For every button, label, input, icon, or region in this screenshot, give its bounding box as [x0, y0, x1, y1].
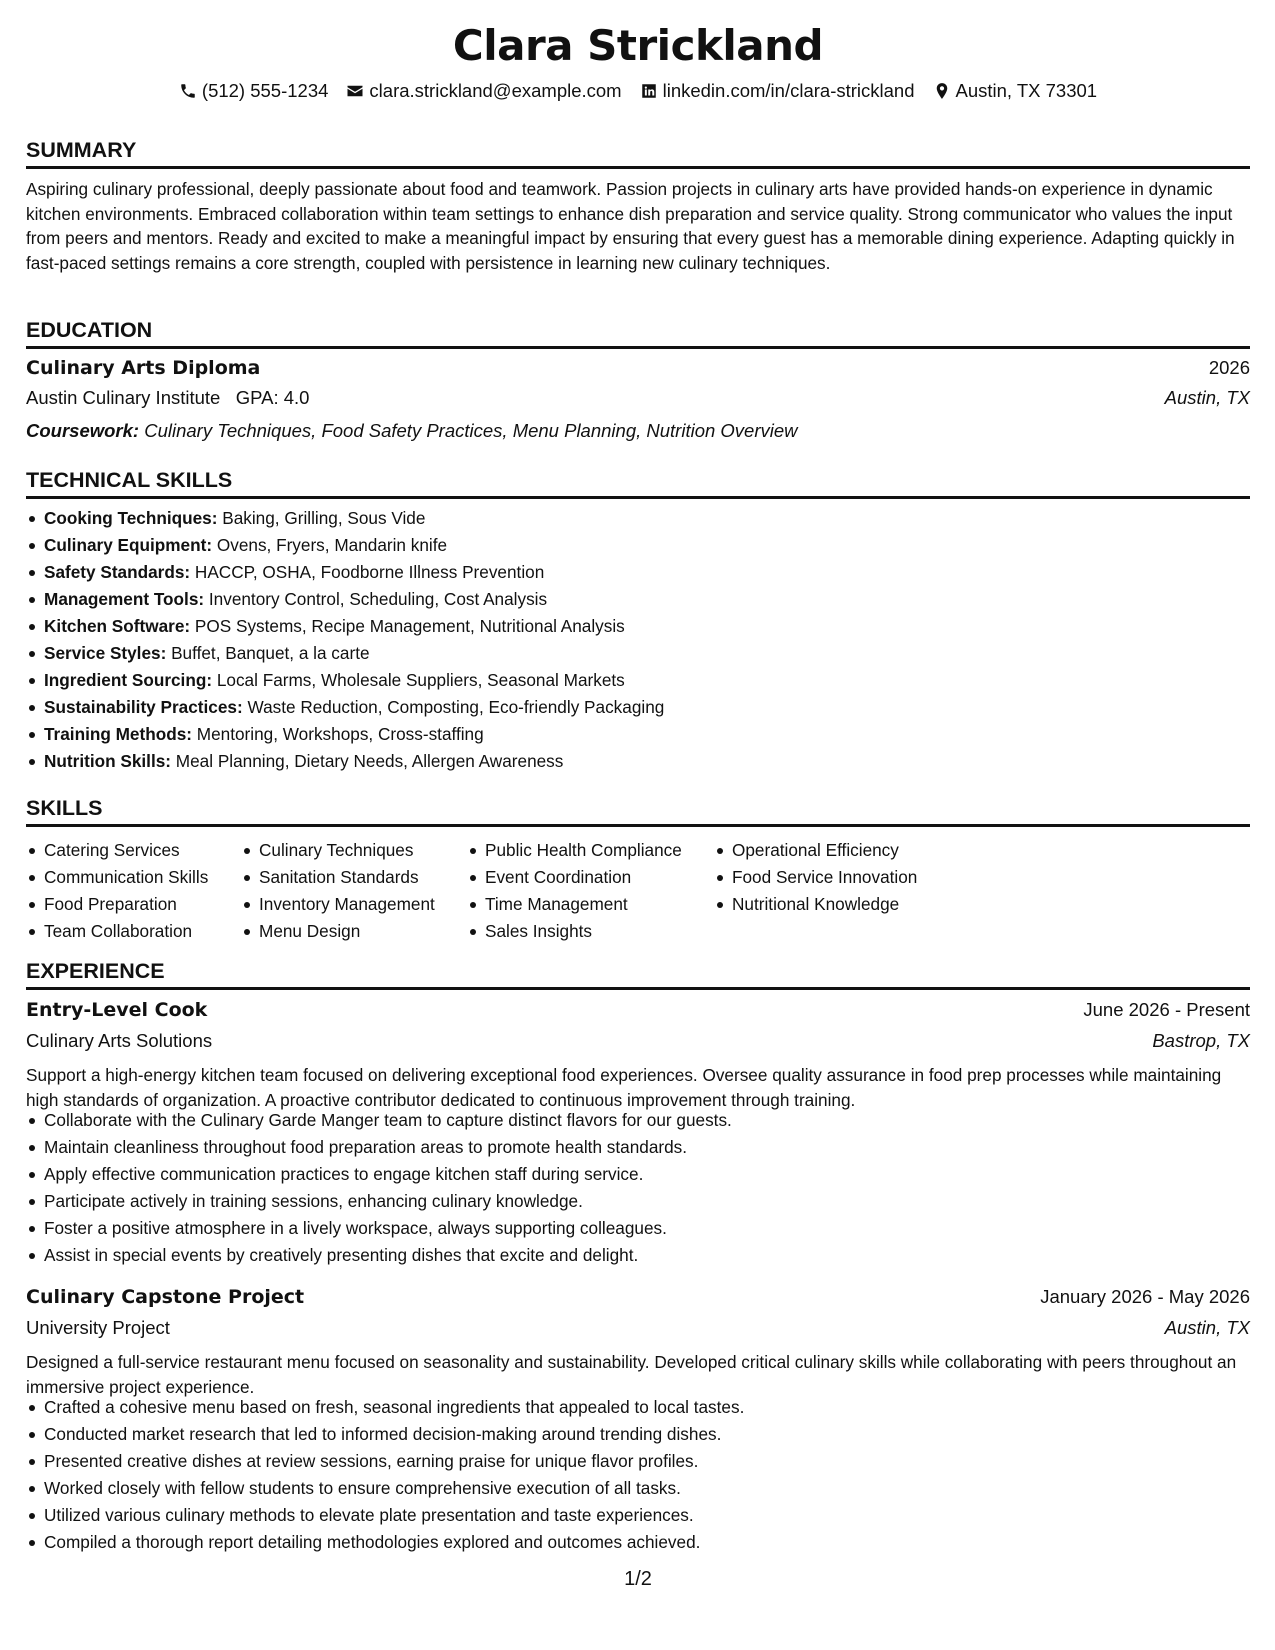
section-title-summary: SUMMARY — [26, 138, 137, 162]
technical-skill-label: Service Styles: — [44, 643, 167, 663]
job-bullet-item: Foster a positive atmosphere in a lively workspace, always supporting colleagues. — [44, 1215, 732, 1242]
technical-skill-item — [44, 694, 664, 721]
technical-skill-value: Baking, Grilling, Sous Vide — [222, 508, 426, 528]
technical-skill-value: HACCP, OSHA, Foodborne Illness Prevention — [194, 562, 545, 582]
skill-item: Catering Services — [44, 837, 208, 864]
skill-item: Event Coordination — [485, 864, 682, 891]
job-bullet-item: Presented creative dishes at review sessions, earning praise for unique flavor profiles. — [44, 1448, 744, 1475]
gpa: GPA: 4.0 — [235, 387, 310, 408]
contact-linkedin[interactable] — [640, 79, 915, 103]
technical-skill-label: Culinary Equipment: — [44, 535, 213, 555]
job-bullet-item: Collaborate with the Culinary Garde Manger team to capture distinct flavors for our guests. — [44, 1107, 732, 1134]
contact-line — [26, 79, 1250, 103]
section-divider — [26, 496, 1250, 499]
school-location: Austin, TX — [1164, 387, 1250, 408]
job-dates: June 2026 - Present — [1083, 999, 1250, 1020]
technical-skill-item — [44, 505, 664, 532]
job-location: Austin, TX — [1164, 1317, 1250, 1338]
education-row-degree — [26, 357, 1250, 379]
skill-item: Food Preparation — [44, 891, 208, 918]
summary-text: Aspiring culinary professional, deeply passionate about food and teamwork. Passion projects in culinary arts have provided hands-on experience in dynamic kitchen environments. Embraced collaboration within team settings to enhance dish preparation and service quality. Strong communicator who values the input from peers and mentors. Ready and excited to make a meaningful impact by ensuring that every guest has a memorable dining experience. Adapting quickly in fast-paced settings remains a core strength, coupled with persistence in learning new culinary techniques. — [26, 179, 1235, 273]
technical-skill-item — [44, 748, 664, 775]
job-subheader — [26, 1317, 1250, 1339]
job-header — [26, 999, 1250, 1021]
job-bullet-item: Conducted market research that led to informed decision-making around trending dishes. — [44, 1421, 744, 1448]
skill-item: Inventory Management — [259, 891, 435, 918]
technical-skill-item — [44, 559, 664, 586]
job-bullet-item: Crafted a cohesive menu based on fresh, seasonal ingredients that appealed to local tastes. — [44, 1394, 744, 1421]
technical-skill-label: Training Methods: — [44, 724, 192, 744]
technical-skill-label: Nutrition Skills: — [44, 751, 172, 771]
section-divider — [26, 166, 1250, 169]
technical-skill-label: Cooking Techniques: — [44, 508, 218, 528]
section-title-skills: SKILLS — [26, 796, 103, 820]
page-number: 1/2 — [624, 1568, 652, 1590]
job-description: Designed a full-service restaurant menu focused on seasonality and sustainability. Developed critical culinary skills while collaborating with peers throughout an immersive project experience. — [26, 1352, 1237, 1397]
job-bullet-item: Participate actively in training sessions, enhancing culinary knowledge. — [44, 1188, 732, 1215]
technical-skills-list — [26, 505, 664, 775]
technical-skill-item — [44, 613, 664, 640]
job-bullet-item: Maintain cleanliness throughout food preparation areas to promote health standards. — [44, 1134, 732, 1161]
coursework-line — [26, 420, 798, 442]
technical-skill-item — [44, 640, 664, 667]
skill-item: Culinary Techniques — [259, 837, 435, 864]
technical-skill-item — [44, 721, 664, 748]
phone-text: (512) 555-1234 — [201, 80, 329, 101]
technical-skill-label: Kitchen Software: — [44, 616, 191, 636]
technical-skill-value: POS Systems, Recipe Management, Nutritional Analysis — [194, 616, 625, 636]
linkedin-link[interactable]: linkedin.com/in/clara-strickland — [662, 80, 915, 101]
job-bullet-item: Utilized various culinary methods to elevate plate presentation and taste experiences. — [44, 1502, 744, 1529]
section-divider — [26, 987, 1250, 990]
skill-item: Operational Efficiency — [732, 837, 917, 864]
skills-column — [26, 837, 208, 945]
skill-item: Time Management — [485, 891, 682, 918]
technical-skill-item — [44, 532, 664, 559]
skill-item: Sanitation Standards — [259, 864, 435, 891]
coursework-label: Coursework: — [26, 420, 140, 441]
degree-name: Culinary Arts Diploma — [26, 357, 261, 379]
job-description: Support a high-energy kitchen team focused on delivering exceptional food experiences. Oversee quality assurance in food prep processes while maintaining high standards of organization. A proactive contributor dedicated to continuous improvement through training. — [26, 1065, 1222, 1110]
skills-column — [467, 837, 682, 945]
technical-skill-item — [44, 586, 664, 613]
job-org: University Project — [26, 1317, 170, 1338]
technical-skill-label: Safety Standards: — [44, 562, 191, 582]
job-bullet-item: Assist in special events by creatively presenting dishes that excite and delight. — [44, 1242, 732, 1269]
skill-item: Team Collaboration — [44, 918, 208, 945]
location-text: Austin, TX 73301 — [955, 80, 1098, 101]
technical-skill-label: Sustainability Practices: — [44, 697, 243, 717]
skills-column — [714, 837, 917, 918]
job-role: Entry-Level Cook — [26, 999, 208, 1021]
section-title-technical-skills: TECHNICAL SKILLS — [26, 468, 233, 492]
graduation-year: 2026 — [1208, 357, 1250, 378]
job-subheader — [26, 1030, 1250, 1052]
email-link[interactable]: clara.strickland@example.com — [369, 80, 622, 101]
contact-phone — [179, 79, 329, 103]
coursework-list: Culinary Techniques, Food Safety Practices, Menu Planning, Nutrition Overview — [144, 420, 798, 441]
map-pin-icon — [933, 82, 951, 100]
technical-skill-value: Local Farms, Wholesale Suppliers, Seasonal Markets — [216, 670, 625, 690]
technical-skill-label: Ingredient Sourcing: — [44, 670, 213, 690]
section-title-education: EDUCATION — [26, 318, 153, 342]
school-name: Austin Culinary Institute — [26, 387, 221, 408]
school-line — [26, 387, 309, 409]
technical-skill-label: Management Tools: — [44, 589, 205, 609]
job-dates: January 2026 - May 2026 — [1040, 1286, 1250, 1307]
skills-column — [241, 837, 435, 945]
skill-item: Public Health Compliance — [485, 837, 682, 864]
skill-item: Communication Skills — [44, 864, 208, 891]
contact-email[interactable] — [346, 79, 621, 103]
linkedin-icon — [640, 82, 658, 100]
contact-location — [933, 79, 1098, 103]
job-header — [26, 1286, 1250, 1308]
candidate-name: Clara Strickland — [452, 21, 824, 70]
technical-skill-value: Buffet, Banquet, a la carte — [171, 643, 370, 663]
skill-item: Food Service Innovation — [732, 864, 917, 891]
technical-skill-value: Mentoring, Workshops, Cross-staffing — [196, 724, 484, 744]
section-title-experience: EXPERIENCE — [26, 959, 165, 983]
technical-skill-item — [44, 667, 664, 694]
education-row-school — [26, 387, 1250, 409]
job-bullets — [26, 1394, 744, 1556]
job-role: Culinary Capstone Project — [26, 1286, 305, 1308]
skill-item: Nutritional Knowledge — [732, 891, 917, 918]
job-org: Culinary Arts Solutions — [26, 1030, 213, 1051]
technical-skill-value: Ovens, Fryers, Mandarin knife — [216, 535, 448, 555]
job-bullet-item: Worked closely with fellow students to ensure comprehensive execution of all tasks. — [44, 1475, 744, 1502]
envelope-icon — [346, 82, 364, 100]
phone-icon — [179, 82, 197, 100]
job-bullet-item: Apply effective communication practices to engage kitchen staff during service. — [44, 1161, 732, 1188]
job-location: Bastrop, TX — [1152, 1030, 1250, 1051]
skill-item: Menu Design — [259, 918, 435, 945]
job-bullet-item: Compiled a thorough report detailing methodologies explored and outcomes achieved. — [44, 1529, 744, 1556]
skill-item: Sales Insights — [485, 918, 682, 945]
section-divider — [26, 824, 1250, 827]
job-bullets — [26, 1107, 732, 1269]
section-divider — [26, 346, 1250, 349]
technical-skill-value: Inventory Control, Scheduling, Cost Analysis — [208, 589, 548, 609]
technical-skill-value: Meal Planning, Dietary Needs, Allergen Awareness — [175, 751, 564, 771]
technical-skill-value: Waste Reduction, Composting, Eco-friendly Packaging — [247, 697, 665, 717]
